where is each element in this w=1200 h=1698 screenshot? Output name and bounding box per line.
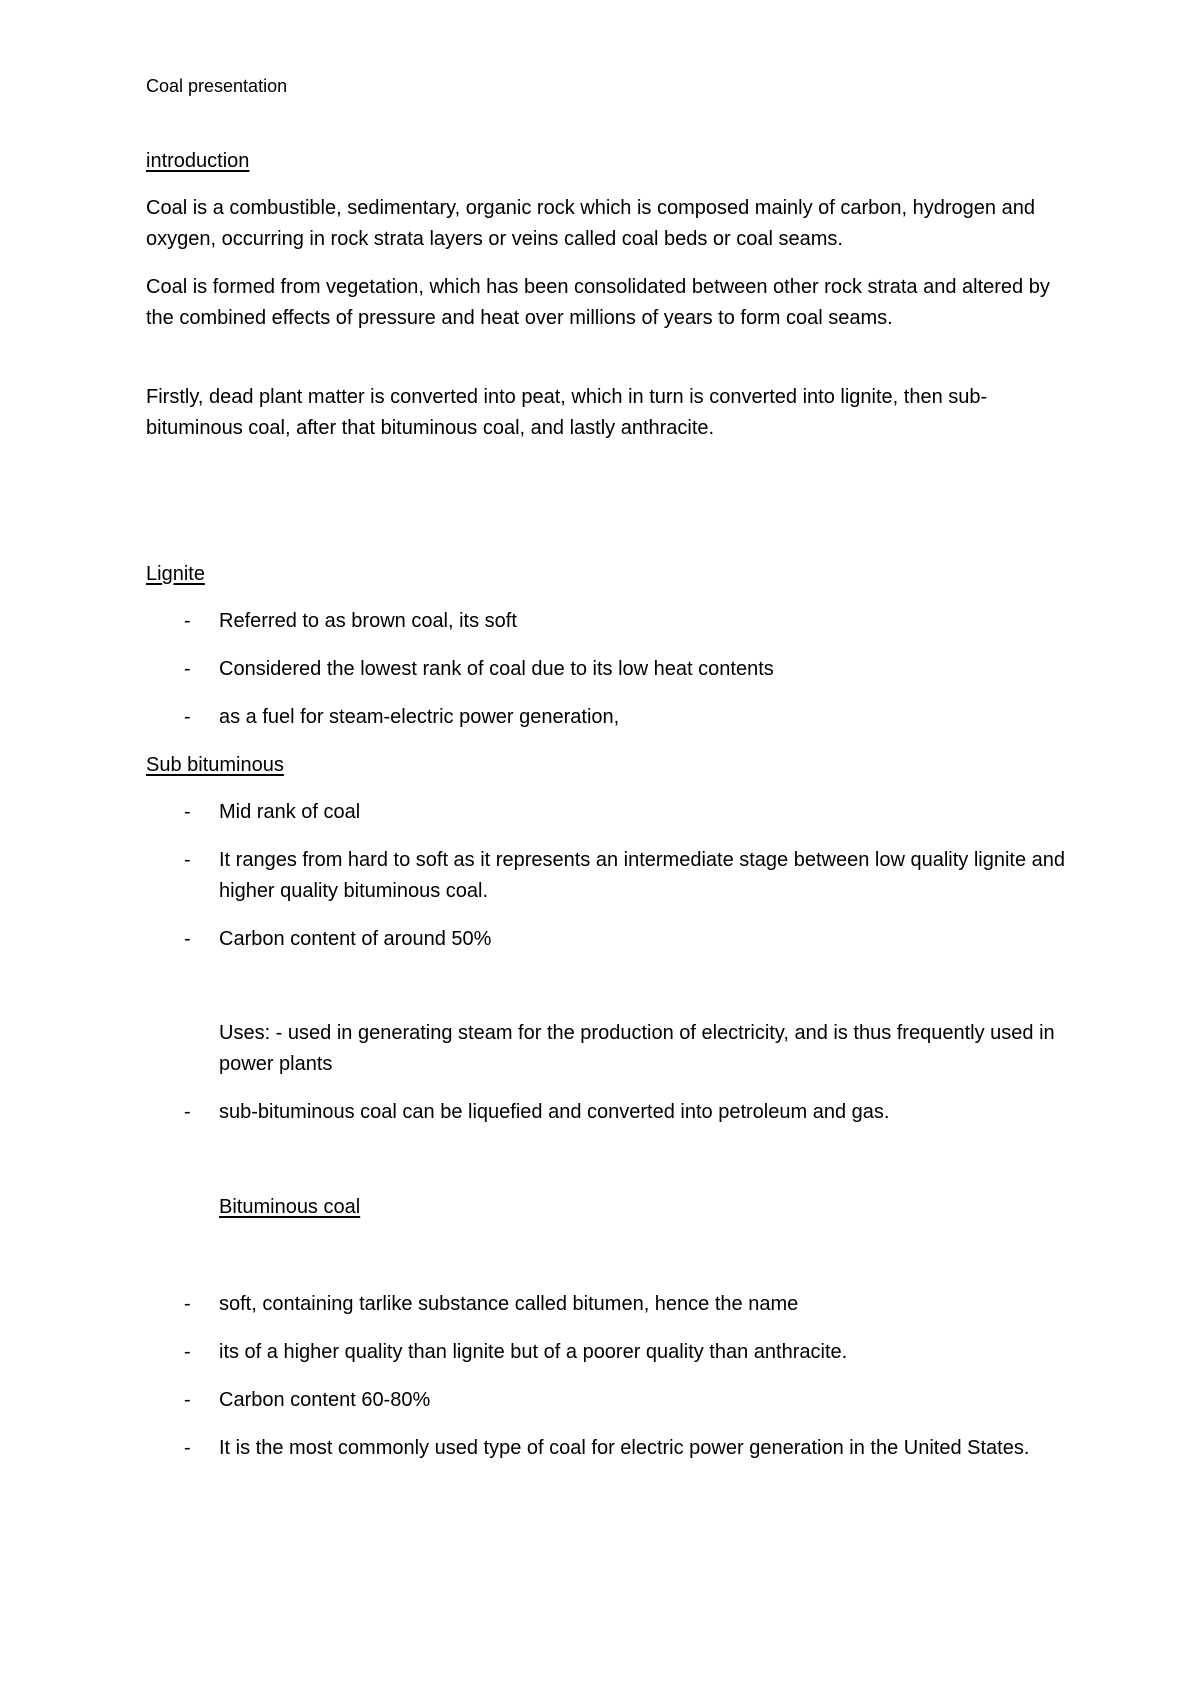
bullet-text: as a fuel for steam-electric power generation, (219, 706, 620, 728)
bullet-text: Considered the lowest rank of coal due to its low heat contents (219, 658, 774, 680)
bullet-text: sub-bituminous coal can be liquefied and converted into petroleum and gas. (219, 1101, 890, 1123)
bullet-dash: - (184, 1389, 191, 1411)
intro-paragraph: Coal is formed from vegetation, which has been consolidated between other rock strata and altered by the combined effects of pressure and heat over millions of years to form coal seams. (146, 276, 1050, 329)
bullet-text: Mid rank of coal (219, 801, 361, 823)
page-header: Coal presentation (146, 76, 288, 96)
bullet-text: its of a higher quality than lignite but of a poorer quality than anthracite. (219, 1341, 848, 1363)
bullet-dash: - (184, 1293, 191, 1315)
bullet-text: Referred to as brown coal, its soft (219, 610, 517, 632)
bullet-dash: - (184, 706, 191, 728)
sub-bituminous-heading: Sub bituminous (146, 754, 284, 776)
bullet-text: It is the most commonly used type of coal for electric power generation in the United States. (219, 1437, 1030, 1459)
bullet-dash: - (184, 849, 191, 871)
uses-text: Uses: - used in generating steam for the production of electricity, and is thus frequently used in power plants (219, 1022, 1055, 1075)
intro-paragraph: Firstly, dead plant matter is converted into peat, which in turn is converted into lignite, then sub-bituminous coal, after that bituminous coal, and lastly anthracite. (146, 386, 988, 439)
bullet-dash: - (184, 1437, 191, 1459)
bullet-text: soft, containing tarlike substance called bitumen, hence the name (219, 1293, 799, 1315)
bullet-dash: - (184, 658, 191, 680)
bullet-text: Carbon content of around 50% (219, 928, 492, 950)
bullet-dash: - (184, 610, 191, 632)
bullet-text: It ranges from hard to soft as it represents an intermediate stage between low quality lignite and higher quality bituminous coal. (219, 849, 1066, 902)
intro-paragraph: Coal is a combustible, sedimentary, organic rock which is composed mainly of carbon, hydrogen and oxygen, occurring in rock strata layers or veins called coal beds or coal seams. (146, 197, 1035, 250)
bullet-text: Carbon content 60-80% (219, 1389, 431, 1411)
intro-heading: introduction (146, 150, 250, 172)
bullet-dash: - (184, 801, 191, 823)
bullet-dash: - (184, 1101, 191, 1123)
bituminous-heading: Bituminous coal (219, 1196, 361, 1218)
bullet-dash: - (184, 928, 191, 950)
bullet-dash: - (184, 1341, 191, 1363)
lignite-heading: Lignite (146, 563, 205, 585)
